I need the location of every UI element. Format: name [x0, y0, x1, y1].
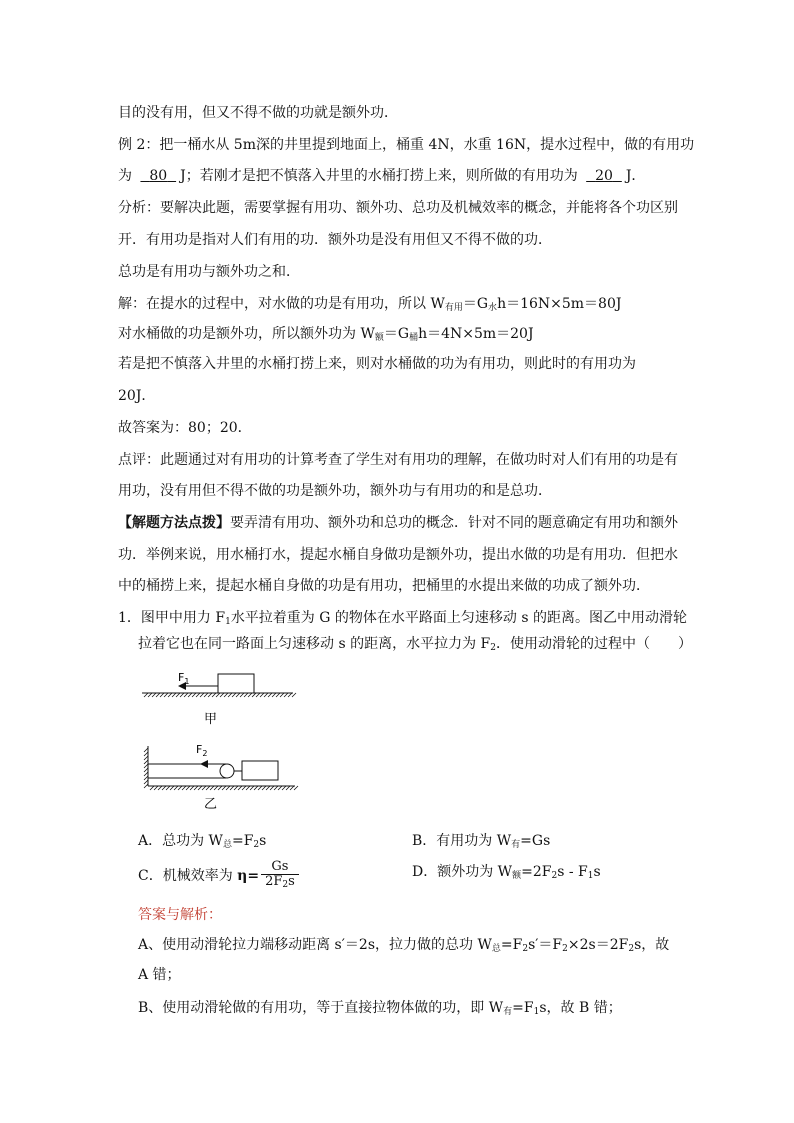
hatch-mark	[234, 786, 238, 790]
hatch-mark	[276, 693, 280, 697]
hatch-mark	[204, 693, 208, 697]
opt-d-post: =2F	[521, 864, 552, 880]
q1-sub1: 1	[225, 617, 231, 627]
method-line3: 中的桶捞上来，提起水桶自身做的功是有用功，把桶里的水提出来做的功成了额外功．	[118, 578, 650, 594]
option-a	[138, 831, 266, 855]
opt-b-pre: B．有用功为 W	[412, 833, 512, 849]
hatch-mark	[144, 772, 148, 776]
hatch-mark	[182, 786, 186, 790]
option-b	[412, 831, 550, 855]
hatch-mark	[150, 786, 154, 790]
opt-a-sub2: 2	[253, 840, 260, 850]
hatch-mark	[198, 786, 202, 790]
example2-line1: 例 2：把一桶水从 5m深的井里提到地面上，桶重 4N，水重 16N，提水过程中，做的有用功	[118, 137, 695, 153]
comment-line2: 用功，没有用但不得不做的功是额外功，额外功与有用功的和是总功．	[118, 483, 552, 499]
ans-a-2: =F	[500, 937, 523, 953]
answer-blank-1-value: 80	[149, 168, 168, 184]
hatch-mark	[144, 764, 148, 768]
caption-jia: 甲	[204, 712, 218, 727]
sol1-c: h＝16N×5m＝80J	[497, 296, 622, 312]
solution-line2	[118, 324, 534, 348]
hatch-mark	[238, 786, 242, 790]
hatch-mark	[224, 693, 228, 697]
block-yi	[242, 761, 278, 780]
ans-a-1: A、使用动滑轮拉力端移动距离 s′＝2s，拉力做的总功 W	[138, 937, 492, 953]
method-line1	[118, 513, 678, 533]
hatch-mark	[144, 756, 148, 760]
opt-b-post: =Gs	[520, 833, 551, 849]
hatch-mark	[220, 693, 224, 697]
caption-yi: 乙	[204, 797, 218, 812]
hatch-mark	[144, 776, 148, 780]
pulley	[220, 764, 234, 778]
hatch-mark	[254, 786, 258, 790]
solution-line1	[118, 294, 621, 318]
hatch-mark	[154, 786, 158, 790]
hatch-mark	[178, 786, 182, 790]
answer-a-line1	[138, 935, 669, 959]
den-sub: 2	[282, 880, 289, 890]
option-c	[138, 860, 299, 892]
den-end: s	[288, 874, 295, 889]
example2-line2	[118, 166, 645, 186]
q1-d: ．使用动滑轮的过程中（ ）	[495, 636, 692, 652]
ans-a-s4: 2	[628, 944, 635, 954]
option-d	[412, 862, 601, 886]
hatch-mark	[208, 693, 212, 697]
label-f1: $F_1$	[178, 671, 190, 686]
opt-a-pre: A．总功为 W	[138, 833, 223, 849]
hatch-mark	[186, 786, 190, 790]
block-jia	[218, 674, 254, 693]
q1-c: 拉着它也在同一路面上匀速移动 s 的距离，水平拉力为 F	[138, 636, 491, 652]
hatch-mark	[200, 693, 204, 697]
sol2-c: h＝4N×5m＝20J	[418, 326, 534, 342]
hatch-mark	[166, 786, 170, 790]
method-tag: 【解题方法点拨】	[118, 515, 230, 531]
hatch-mark	[268, 693, 272, 697]
hatch-mark	[160, 693, 164, 697]
answer-blank-2-value: 20	[595, 168, 613, 184]
hatch-mark	[274, 786, 278, 790]
analysis-line3: 总功是有用功与额外功之和．	[118, 264, 300, 280]
question1-line2	[138, 634, 692, 658]
hatch-mark	[250, 786, 254, 790]
hatch-mark	[216, 693, 220, 697]
hatch-mark	[212, 693, 216, 697]
hatch-mark	[188, 693, 192, 697]
hatch-mark	[248, 693, 252, 697]
hatch-mark	[290, 786, 294, 790]
opt-a-end: s	[259, 833, 267, 849]
opt-d-sub3: 1	[587, 871, 594, 881]
sol1-b: ＝G	[462, 296, 489, 312]
opt-b-sub: 有	[511, 840, 521, 850]
sol2-sub2: 桶	[409, 333, 419, 343]
answer-blank-1	[136, 168, 180, 184]
hatch-mark	[242, 786, 246, 790]
hatch-mark	[294, 786, 298, 790]
sol1-a: 解：在提水的过程中，对水做的功是有用功，所以 W	[118, 296, 445, 312]
method-text1: 要弄清有用功、额外功和总功的概念．针对不同的题意确定有用功和额外	[230, 515, 678, 531]
hatch-mark	[292, 693, 296, 697]
opt-d-pre: D．额外功为 W	[412, 864, 513, 880]
hatch-mark	[164, 693, 168, 697]
analysis-line1: 分析：要解决此题，需要掌握有用功、额外功、总功及机械效率的概念，并能将各个功区别	[118, 200, 678, 216]
hatch-mark	[282, 786, 286, 790]
hatch-mark	[176, 693, 180, 697]
hatch-mark	[270, 786, 274, 790]
solution-line4: 20J．	[118, 388, 156, 404]
hatch-mark	[260, 693, 264, 697]
hatch-mark	[232, 693, 236, 697]
ans-b-2: =F	[512, 1000, 534, 1016]
hatch-mark	[286, 786, 290, 790]
hatch-mark	[218, 786, 222, 790]
hatch-mark	[180, 693, 184, 697]
ex2-text-b: J；若刚才是把不慎落入井里的水桶打捞上来，则所做的有用功为	[180, 168, 578, 184]
hatch-mark	[222, 786, 226, 790]
opt-d-sub: 额	[512, 871, 522, 881]
hatch-mark	[272, 693, 276, 697]
hatch-mark	[210, 786, 214, 790]
hatch-mark	[244, 693, 248, 697]
ans-b-s1: 有	[503, 1007, 513, 1017]
q1-a: 1．图甲中用力 F	[118, 610, 226, 626]
ans-a-5: s，故	[634, 937, 670, 953]
ex2-text-c: J．	[625, 168, 646, 184]
figure-yi	[138, 740, 308, 812]
hatch-mark	[266, 786, 270, 790]
answer-a-line2: A 错；	[138, 967, 181, 983]
ans-a-s3: 2	[562, 944, 568, 954]
hatch-mark	[206, 786, 210, 790]
sol2-a: 对水桶做的功是额外功，所以额外功为 W	[118, 326, 375, 342]
opt-a-sub: 总	[222, 840, 232, 850]
figure-jia	[138, 666, 308, 728]
ans-a-s2: 2	[522, 944, 529, 954]
answer-b-line1	[138, 998, 622, 1022]
hatch-mark	[148, 693, 152, 697]
hatch-mark	[196, 693, 200, 697]
hatch-mark	[144, 784, 148, 788]
sol1-sub1: 有用	[444, 303, 463, 313]
hatch-mark	[144, 693, 148, 697]
ans-b-1: B、使用动滑轮做的有用功，等于直接拉物体做的功，即 W	[138, 1000, 504, 1016]
hatch-mark	[278, 786, 282, 790]
sol1-sub2: 水	[488, 303, 498, 313]
hatch-mark	[184, 693, 188, 697]
hatch-mark	[156, 693, 160, 697]
hatch-mark	[144, 752, 148, 756]
method-line2: 功．举例来说，用水桶打水，提起水桶自身做功是额外功，提出水做的功是有用功．但把水	[118, 547, 678, 563]
hatch-mark	[236, 693, 240, 697]
intro-line: 目的没有用，但又不得不做的功就是额外功．	[118, 105, 398, 121]
hatch-mark	[264, 693, 268, 697]
solution-line3: 若是把不慎落入井里的水桶打捞上来，则对水桶做的功为有用功，则此时的有用功为	[118, 356, 636, 372]
sol2-b: ＝G	[383, 326, 410, 342]
den-a: 2F	[265, 874, 283, 889]
hatch-mark	[170, 786, 174, 790]
opt-a-post: =F	[231, 833, 254, 849]
hatch-mark	[144, 760, 148, 764]
hatch-mark	[194, 786, 198, 790]
hatch-mark	[262, 786, 266, 790]
ans-a-4: ×2s＝2F	[567, 937, 629, 953]
hatch-mark	[202, 786, 206, 790]
hatch-mark	[228, 693, 232, 697]
ans-b-s2: 1	[533, 1007, 540, 1017]
hatch-mark	[144, 768, 148, 772]
sol2-sub1: 额	[374, 333, 384, 343]
hatch-mark	[288, 693, 292, 697]
fraction-numerator: Gs	[261, 860, 299, 875]
answer-blank-2	[582, 168, 626, 184]
opt-d-sub2: 2	[551, 871, 558, 881]
hatch-mark	[162, 786, 166, 790]
hatch-mark	[158, 786, 162, 790]
opt-c-eta: η=	[237, 868, 260, 884]
hatch-mark	[172, 693, 176, 697]
hatch-mark	[256, 693, 260, 697]
answer-title: 答案与解析：	[138, 907, 222, 923]
q1-sub2: 2	[490, 643, 496, 653]
hatch-mark	[280, 693, 284, 697]
hatch-mark	[284, 693, 288, 697]
efficiency-fraction	[261, 860, 299, 892]
hatch-mark	[258, 786, 262, 790]
ex2-text-a: 为	[118, 168, 132, 184]
ans-a-3: s′＝F	[528, 937, 563, 953]
hatch-mark	[174, 786, 178, 790]
q1-b: 水平拉着重为 G 的物体在水平路面上匀速移动 s 的距离。图乙中用动滑轮	[230, 610, 687, 626]
opt-d-end: s	[593, 864, 601, 880]
force-arrowhead-f2	[200, 760, 208, 768]
opt-c-pre: C．机械效率为	[138, 868, 233, 884]
hatch-mark	[152, 693, 156, 697]
ground-hatch-jia	[144, 693, 296, 697]
question1-line1	[118, 608, 687, 632]
comment-line1: 点评：此题通过对有用功的计算考查了学生对有用功的理解，在做功时对人们有用的功是有	[118, 452, 678, 468]
hatch-mark	[192, 693, 196, 697]
analysis-line2: 开．有用功是指对人们有用的功．额外功是没有用但又不得不做的功．	[118, 232, 552, 248]
solution-answer: 故答案为：80；20．	[118, 420, 252, 436]
label-f2: $F_2$	[196, 743, 208, 758]
hatch-mark	[226, 786, 230, 790]
hatch-mark	[168, 693, 172, 697]
ans-b-3: s，故 B 错；	[539, 1000, 622, 1016]
fraction-denominator	[261, 875, 299, 892]
hatch-mark	[252, 693, 256, 697]
hatch-mark	[246, 786, 250, 790]
hatch-mark	[240, 693, 244, 697]
hatch-mark	[190, 786, 194, 790]
hatch-mark	[144, 780, 148, 784]
hatch-mark	[230, 786, 234, 790]
ans-a-s1: 总	[491, 944, 501, 954]
hatch-mark	[214, 786, 218, 790]
opt-d-mid: s - F	[557, 864, 588, 880]
hatch-mark	[144, 748, 148, 752]
